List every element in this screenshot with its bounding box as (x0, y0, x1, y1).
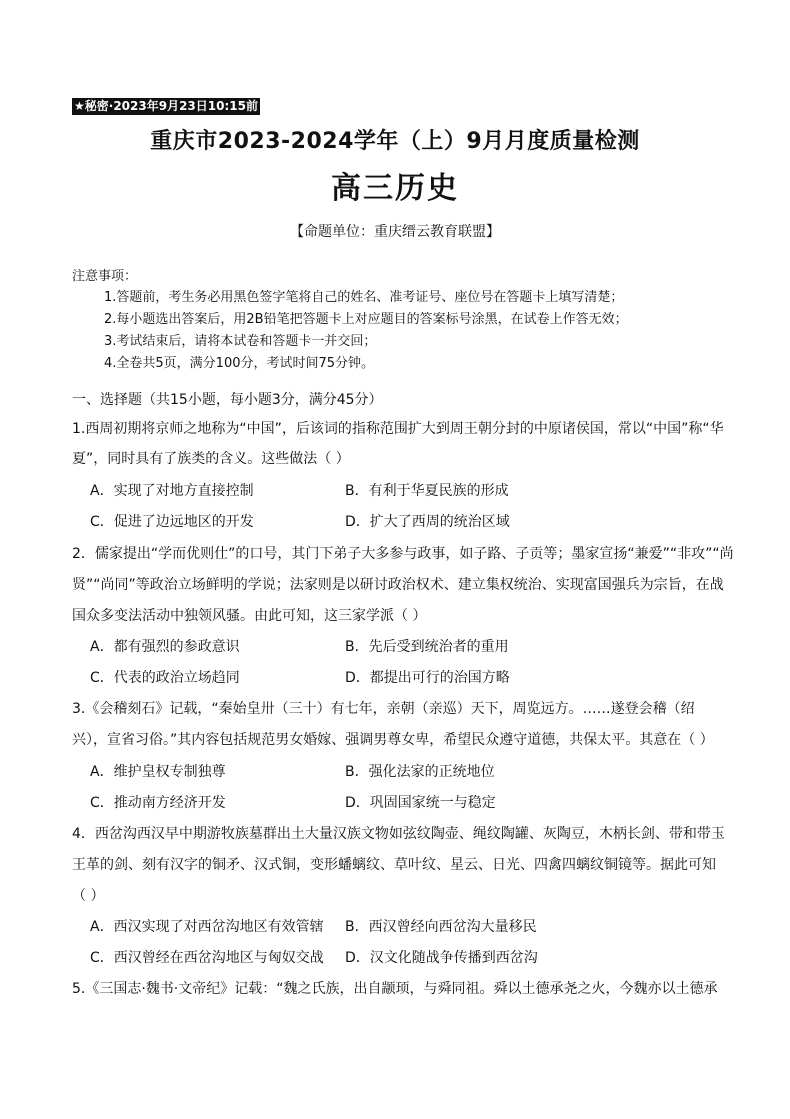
note-item: 3.考试结束后，请将本试卷和答题卡一并交回； (104, 334, 377, 349)
option-c: C．代表的政治立场趋同 (90, 670, 240, 686)
question-line: （ ） (72, 888, 105, 904)
option-c: C．推动南方经济开发 (90, 795, 226, 811)
note-item: 2.每小题选出答案后，用2B铅笔把答题卡上对应题目的答案标号涂黑，在试卷上作答无效； (104, 312, 628, 327)
option-a: A．西汉实现了对西岔沟地区有效管辖 (90, 919, 324, 935)
option-a: A．实现了对地方直接控制 (90, 483, 254, 499)
option-c: C．促进了边远地区的开发 (90, 514, 254, 530)
question-line: 5.《三国志·魏书·文帝纪》记载：“魏之氏族，出自颛顼，与舜同祖。舜以土德承尧之火，今魏亦以土德承 (72, 981, 718, 997)
notes-heading: 注意事项： (72, 269, 138, 284)
option-d: D．巩固国家统一与稳定 (345, 795, 496, 811)
section-title: 一、选择题（共15小题，每小题3分，满分45分） (72, 392, 383, 408)
question-line: 2．儒家提出“学而优则仕”的口号，其门下弟子大多参与政事，如子路、子贡等；墨家宣扬“兼爱”“非攻”“尚 (72, 546, 734, 562)
option-c: C．西汉曾经在西岔沟地区与匈奴交战 (90, 950, 324, 966)
option-a: A．都有强烈的参政意识 (90, 639, 240, 655)
option-d: D．汉文化随战争传播到西岔沟 (345, 950, 538, 966)
question-line: 夏”，同时具有了族类的含义。这些做法（ ） (72, 451, 350, 467)
subject-title: 高三历史 (331, 171, 459, 206)
option-d: D．都提出可行的治国方略 (345, 670, 510, 686)
exam-title: 重庆市2023-2024学年（上）9月月度质量检测 (150, 129, 640, 154)
confidential-label: ★秘密·2023年9月23日10:15前 (74, 99, 258, 113)
option-b: B．有利于华夏民族的形成 (345, 483, 509, 499)
question-line: 兴），宣省习俗。”其内容包括规范男女婚嫁、强调男尊女卑，希望民众遵守道德，共保太平。其意在（ ） (72, 732, 714, 748)
option-a: A．维护皇权专制独尊 (90, 764, 226, 780)
question-line: 王革的剑、刻有汉字的铜矛、汉式铜，变形蟠螭纹、草叶纹、星云、日光、四禽四螭纹铜镜等。据此可知 (72, 857, 716, 873)
option-b: B．西汉曾经向西岔沟大量移民 (345, 919, 537, 935)
question-line: 1.西周初期将京师之地称为“中国”，后该词的指称范围扩大到周王朝分封的中原诸侯国，常以“中国”称“华 (72, 421, 724, 437)
question-line: 4．西岔沟西汉早中期游牧族墓群出土大量汉族文物如弦纹陶壶、绳纹陶罐、灰陶豆，木柄长剑、带和带玉 (72, 826, 725, 842)
note-item: 1.答题前，考生务必用黑色签字笔将自己的姓名、准考证号、座位号在答题卡上填写清楚； (104, 290, 624, 305)
issuing-unit: 【命题单位：重庆缙云教育联盟】 (290, 224, 500, 240)
question-line: 贤”“尚同”等政治立场鲜明的学说；法家则是以研讨政治权术、建立集权统治、实现富国强兵为宗旨，在战 (72, 577, 724, 593)
question-line: 3.《会稽刻石》记载，“秦始皇卅（三十）有七年，亲朝（亲巡）天下，周览远方。……遂登会稽（绍 (72, 701, 695, 717)
option-b: B．先后受到统治者的重用 (345, 639, 509, 655)
option-d: D．扩大了西周的统治区域 (345, 514, 510, 530)
note-item: 4.全卷共5页，满分100分，考试时间75分钟。 (104, 356, 375, 371)
option-b: B．强化法家的正统地位 (345, 764, 495, 780)
question-line: 国众多变法活动中独领风骚。由此可知，这三家学派（ ） (72, 608, 427, 624)
